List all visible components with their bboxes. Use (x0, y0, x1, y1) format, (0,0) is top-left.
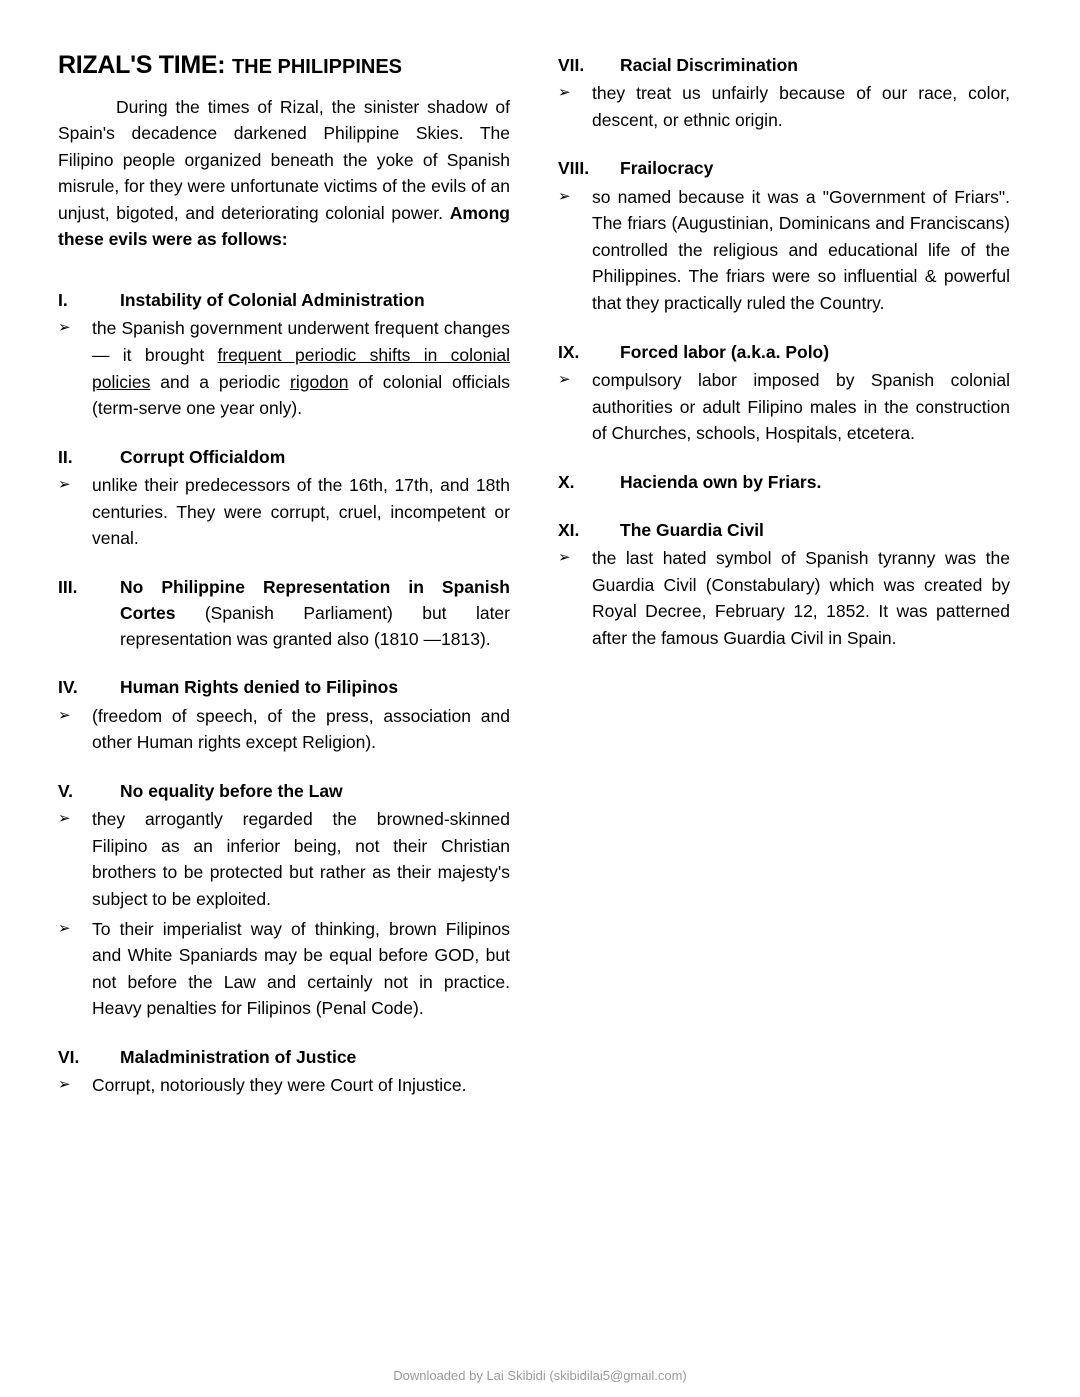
bullet-text (92, 806, 510, 912)
entry (558, 339, 1010, 447)
arrow-bullet-icon: ➢ (558, 187, 571, 205)
entry-heading (58, 778, 510, 804)
entry-number: III. (58, 576, 78, 597)
entry (58, 1044, 510, 1099)
bullet-text (592, 367, 1010, 447)
arrow-bullet-icon: ➢ (58, 1076, 71, 1094)
entry (58, 778, 510, 1022)
arrow-bullet-icon: ➢ (558, 84, 571, 102)
bullet-item (558, 545, 1010, 651)
entry-heading-text (620, 52, 1010, 78)
left-entry-list (58, 287, 510, 1099)
bullet-text (92, 315, 510, 421)
bullet-text-part: (freedom of speech, of the press, association and other Human rights except Religion). (92, 705, 510, 753)
entry-heading-text (120, 674, 510, 700)
entry-heading-text (620, 155, 1010, 181)
entry-number: I. (58, 290, 68, 311)
entry (558, 469, 1010, 495)
entry-number: VII. (558, 55, 585, 75)
bullet-text-part: rigodon (290, 371, 349, 392)
entry-heading-bold: Human Rights denied to Filipinos (120, 677, 399, 698)
arrow-bullet-icon: ➢ (58, 475, 71, 493)
entry-heading-bold: No equality before the Law (120, 780, 343, 801)
entry-heading-text (120, 778, 510, 804)
entry-number: II. (58, 446, 73, 467)
entry-heading-text (620, 339, 1010, 365)
bullet-text (592, 545, 1010, 651)
entry (58, 287, 510, 422)
bullet-item (58, 472, 510, 552)
entry-heading-bold: Maladministration of Justice (120, 1046, 357, 1067)
bullet-text (92, 1072, 510, 1099)
bullet-item (58, 1072, 510, 1099)
entry-heading (58, 674, 510, 700)
arrow-bullet-icon: ➢ (58, 319, 71, 337)
entry-heading-text (620, 517, 1010, 543)
bullet-item (558, 184, 1010, 317)
right-column (558, 52, 1010, 674)
bullet-text-part: the last hated symbol of Spanish tyranny was the Guardia Civil (Constabulary) which was created by Royal Decree, February 12, 1852. It was patterned after the famous Guardia Civil in Spain. (592, 548, 1010, 648)
bullet-text (592, 184, 1010, 317)
entry-heading-bold: Instability of Colonial Administration (120, 290, 425, 311)
entry-number: X. (558, 471, 575, 492)
arrow-bullet-icon: ➢ (58, 810, 71, 828)
entry (558, 155, 1010, 316)
two-column-layout (58, 52, 1022, 1121)
bullet-text-part: they arrogantly regarded the browned-skinned Filipino as an inferior being, not their Christian brothers to be protected but rather as their majesty's subject to be exploited. (92, 809, 510, 909)
bullet-text (92, 703, 510, 756)
arrow-bullet-icon: ➢ (58, 706, 71, 724)
entry-number: VI. (58, 1046, 80, 1067)
entry-number: IX. (558, 341, 580, 362)
intro-text: During the times of Rizal, the sinister shadow of Spain's decadence darkened Philippine Skies. The Filipino people organized beneath the yoke of Spanish misrule, for they were unfortunate victims of the evils of an unjust, bigoted, and deteriorating colonial power. (58, 96, 510, 223)
bullet-text-part: they treat us unfairly because of our race, color, descent, or ethnic origin. (592, 83, 1010, 130)
entry (558, 52, 1010, 133)
entry-number: IV. (58, 677, 78, 698)
entry-heading (58, 444, 510, 470)
left-column (58, 52, 510, 1121)
bullet-text-part: and a periodic (150, 371, 291, 392)
arrow-bullet-icon: ➢ (58, 919, 71, 937)
entry-number: VIII. (558, 158, 590, 179)
bullet-item (558, 367, 1010, 447)
entry-heading-bold: The Guardia Civil (620, 519, 764, 540)
bullet-text-part: so named because it was a "Government of Friars". The friars (Augustinian, Dominicans and Franciscans) controlled the religious and educational life of the Philippines. The friars were so influential & powerful that they practically ruled the Country. (592, 186, 1010, 314)
entry-heading-text (120, 287, 510, 313)
bullet-item (58, 315, 510, 421)
entry-heading-bold: Forced labor (a.k.a. Polo) (620, 341, 830, 362)
bullet-text (92, 916, 510, 1022)
entry (58, 444, 510, 552)
footer-attribution: Downloaded by Lai Skibidi (skibidilai5@gmail.com) (393, 1368, 687, 1383)
bullet-text-part: compulsory labor imposed by Spanish colonial authorities or adult Filipino males in the construction of Churches, schools, Hospitals, etcetera. (592, 369, 1010, 444)
bullet-text (92, 472, 510, 552)
entry-heading (58, 1044, 510, 1070)
page-title (58, 52, 510, 80)
bullet-item (558, 80, 1010, 133)
entry-heading-text (120, 1044, 510, 1070)
bullet-item (58, 916, 510, 1022)
entry-heading (558, 52, 1010, 78)
bullet-text-part: Corrupt, notoriously they were Court of Injustice. (92, 1075, 467, 1096)
entry-heading (558, 339, 1010, 365)
intro-paragraph (58, 94, 510, 254)
entry-heading (558, 155, 1010, 181)
entry-heading-bold: Frailocracy (620, 158, 714, 179)
entry (558, 517, 1010, 652)
entry-heading-regular: (Spanish Parliament) but later representation was granted also (1810 —1813). (120, 602, 510, 650)
right-entry-list (558, 52, 1010, 652)
bullet-text-part: frequent periodic shifts in colonial policies (92, 344, 510, 392)
entry-number: V. (58, 780, 73, 801)
intro-text-bold: Among these evils were as follows: (58, 202, 510, 250)
entry-heading-text (620, 469, 1010, 495)
entry-heading-bold: Racial Discrimination (620, 55, 798, 75)
entry-heading (558, 469, 1010, 495)
bullet-item (58, 806, 510, 912)
entry-heading-text (120, 574, 510, 653)
page-title-sub: THE PHILIPPINES (231, 56, 402, 78)
bullet-item (58, 703, 510, 756)
entry (58, 574, 510, 653)
entry-heading-bold: No Philippine Representation in Spanish Cortes (120, 576, 510, 623)
arrow-bullet-icon: ➢ (558, 549, 571, 567)
entry-number: XI. (558, 519, 580, 540)
bullet-text-part: of colonial officials (term-serve one year only). (92, 371, 510, 419)
bullet-text-part: To their imperialist way of thinking, brown Filipinos and White Spaniards may be equal before GOD, but not before the Law and certainly not in practice. Heavy penalties for Filipinos (Penal Code). (92, 918, 510, 1019)
entry-heading-text (120, 444, 510, 470)
entry-heading-bold: Hacienda own by Friars. (620, 471, 822, 492)
entry-heading-bold: Corrupt Officialdom (120, 446, 286, 467)
entry-heading (58, 574, 510, 653)
entry-heading (558, 517, 1010, 543)
entry (58, 674, 510, 755)
bullet-text-part: unlike their predecessors of the 16th, 17th, and 18th centuries. They were corrupt, cruel, incompetent or venal. (92, 474, 510, 549)
entry-heading (58, 287, 510, 313)
page-title-main: RIZAL'S TIME: (58, 51, 226, 79)
arrow-bullet-icon: ➢ (558, 370, 571, 388)
bullet-text-part: the Spanish government underwent frequent changes — it brought (92, 318, 510, 365)
bullet-text (592, 80, 1010, 133)
